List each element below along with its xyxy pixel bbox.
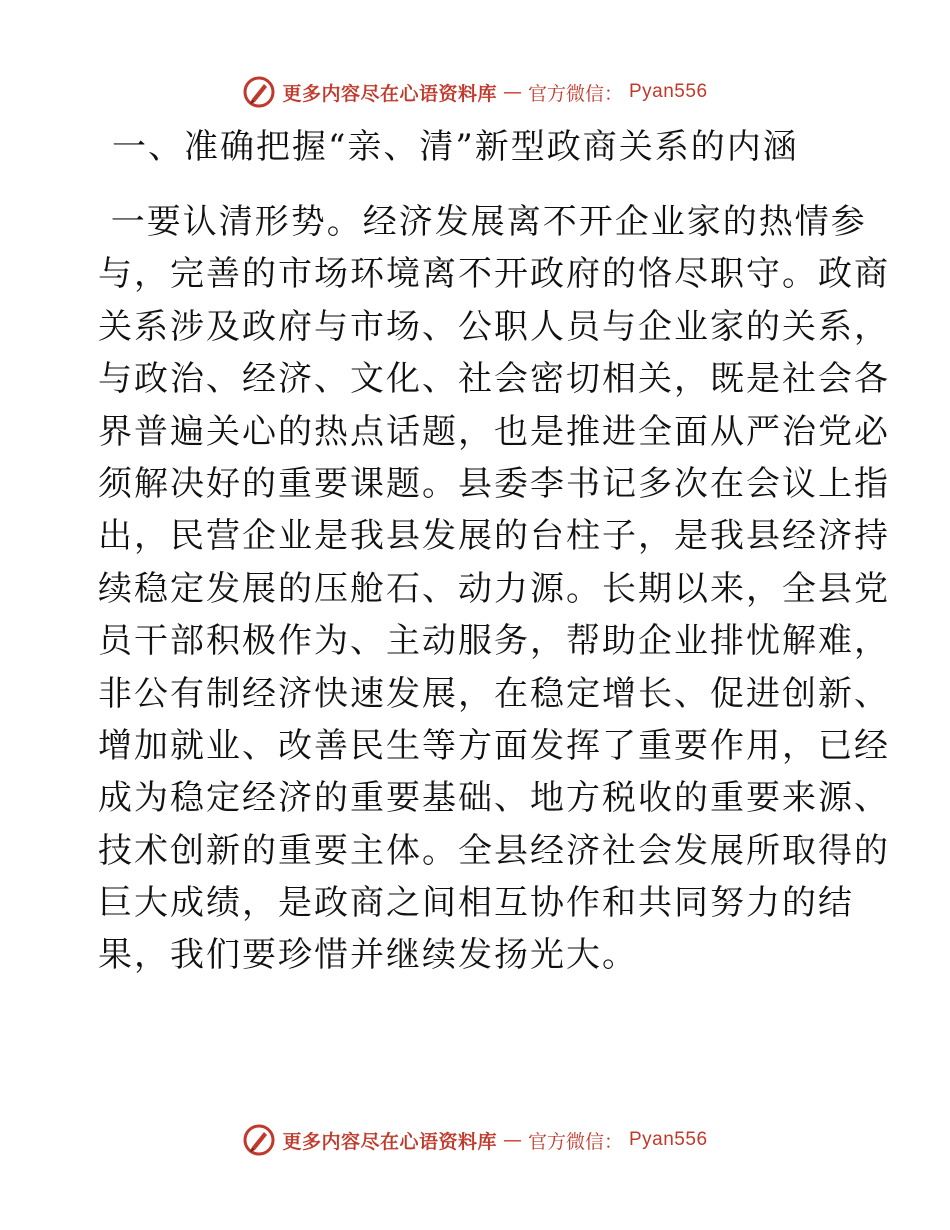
paragraph-line: 一要认清形势。经济发展离不开企业家的热情参 [98, 202, 867, 242]
paragraph-line: 成为稳定经济的重要基础、地方税收的重要来源、 [98, 778, 890, 819]
paragraph-line: 员干部积极作为、主动服务，帮助企业排忧解难， [98, 621, 890, 662]
paragraph-line: 增加就业、改善民生等方面发挥了重要作用，已经 [98, 725, 890, 766]
watermark-separator: — [502, 1129, 522, 1151]
paragraph-line: 与，完善的市场环境离不开政府的恪尽职守。政商 [98, 254, 890, 295]
watermark-text: 更多内容尽在心语资料库 [282, 1130, 497, 1153]
paragraph-line: 果，我们要珍惜并继续发扬光大。 [98, 935, 638, 976]
pen-logo-icon [242, 75, 276, 109]
watermark-id: Pyan556 [629, 81, 708, 102]
watermark-text: 更多内容尽在心语资料库 [282, 82, 497, 105]
paragraph-line: 续稳定发展的压舱石、动力源。长期以来，全县党 [98, 568, 890, 609]
header-watermark [0, 72, 950, 112]
paragraph-line: 须解决好的重要课题。县委李书记多次在会议上指 [98, 463, 890, 504]
paragraph-line: 技术创新的重要主体。全县经济社会发展所取得的 [98, 830, 890, 871]
paragraph-line: 与政治、经济、文化、社会密切相关，既是社会各 [98, 359, 890, 400]
paragraph-line: 出，民营企业是我县发展的台柱子，是我县经济持 [98, 516, 890, 557]
paragraph-line: 关系涉及政府与市场、公职人员与企业家的关系， [98, 306, 890, 347]
footer-watermark [0, 1120, 950, 1160]
body-paragraph [98, 196, 890, 982]
paragraph-line: 界普遍关心的热点话题，也是推进全面从严治党必 [98, 411, 890, 452]
paragraph-line: 非公有制经济快速发展，在稳定增长、促进创新、 [98, 673, 890, 714]
pen-logo-icon [242, 1123, 276, 1157]
section-heading: 一、准确把握“亲、清”新型政商关系的内涵 [112, 127, 799, 167]
watermark-label: 官方微信： [527, 1130, 623, 1153]
watermark-id: Pyan556 [629, 1129, 708, 1150]
watermark-separator: — [502, 81, 522, 103]
watermark-label: 官方微信： [527, 82, 623, 105]
paragraph-line: 巨大成绩，是政商之间相互协作和共同努力的结 [98, 883, 854, 924]
